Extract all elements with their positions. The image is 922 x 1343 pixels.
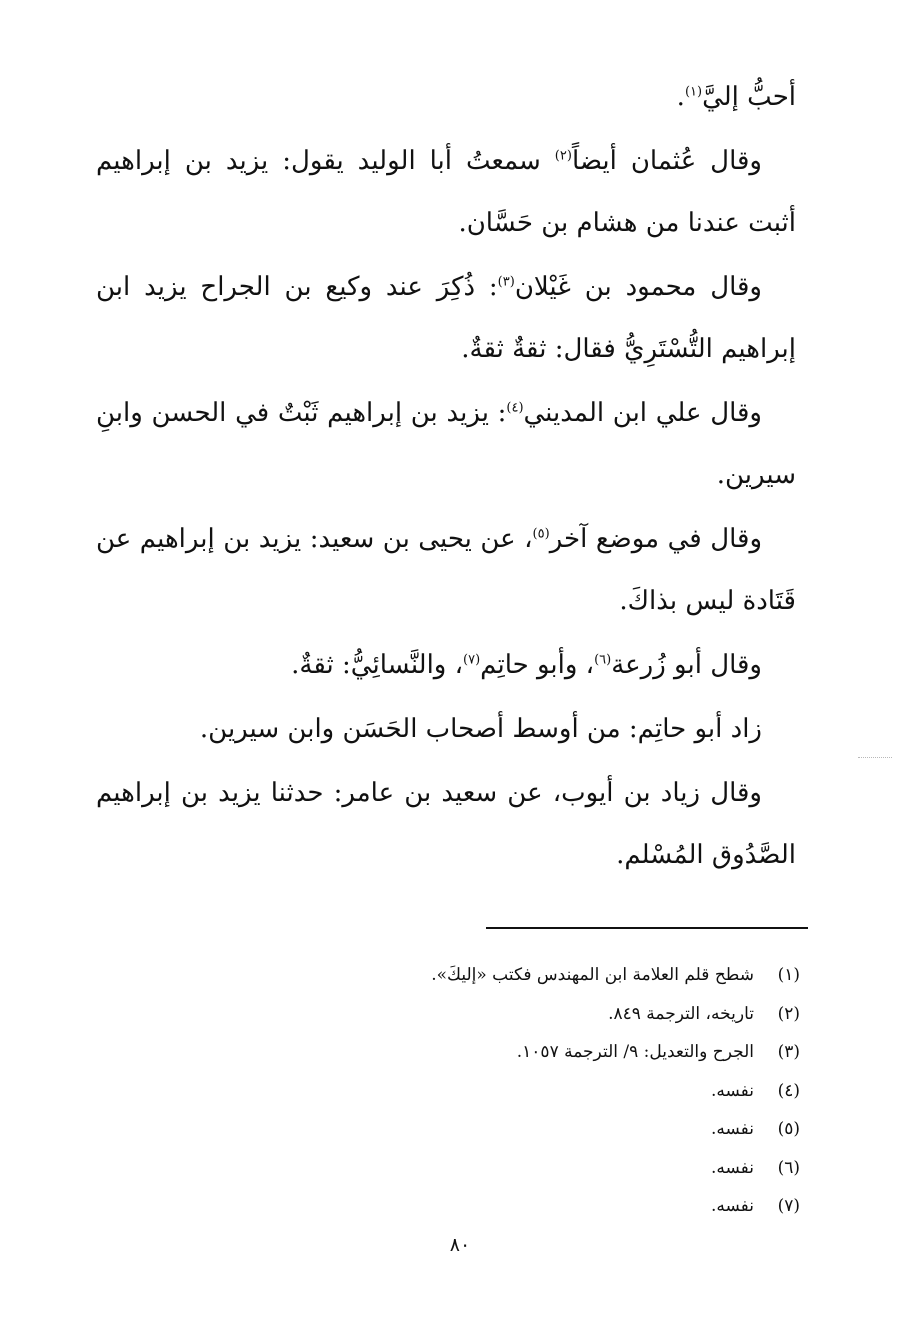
- footnote-separator: [486, 927, 808, 929]
- text-run: ، وأبو حاتِم: [480, 650, 595, 680]
- text-run: وقال محمود بن غَيْلان: [514, 272, 762, 302]
- main-text: [96, 66, 796, 888]
- footnote-text: نفسه.: [710, 1196, 754, 1216]
- footnote-number: (١): [777, 965, 800, 985]
- text-run: : ذُكِرَ عند وكيع بن الجراح يزيد ابن إبراهيم التُّسْتَرِيُّ فقال: ثقةٌ ثقةٌ.: [96, 272, 796, 364]
- text-run: أحبُّ إليَّ: [702, 82, 796, 112]
- text-run: وقال عُثمان أيضاً: [571, 146, 762, 176]
- paragraph: [96, 130, 796, 254]
- footnote-number: (٦): [777, 1157, 800, 1178]
- footnote-ref: (٧): [463, 652, 481, 668]
- text-run: وقال علي ابن المديني: [523, 398, 762, 428]
- footnote-number: (٥): [777, 1119, 800, 1139]
- footnote-text: الجرح والتعديل: ٩/ الترجمة ١٠٥٧.: [516, 1042, 754, 1062]
- footnote-ref: (٦): [594, 652, 612, 668]
- footnote: [300, 995, 800, 1034]
- footnote-number: (٧): [777, 1196, 800, 1216]
- paragraph: [96, 256, 796, 380]
- footnote-number: (٤): [777, 1080, 800, 1101]
- text-run: ، عن يحيى بن سعيد: يزيد بن إبراهيم عن قَتَادة ليس بذاكَ.: [96, 524, 796, 616]
- footnote: [300, 1149, 800, 1188]
- footnote-number: (٢): [777, 1003, 800, 1024]
- paragraph: [96, 762, 796, 886]
- footnote-text: نفسه.: [710, 1157, 754, 1178]
- footnote: [300, 1110, 800, 1149]
- scan-speck: [858, 757, 892, 758]
- text-run: .: [676, 82, 685, 112]
- text-run: سمعتُ أبا الوليد يقول: يزيد بن إبراهيم أثبت عندنا من هشام بن حَسَّان.: [96, 146, 796, 238]
- text-run: زاد أبو حاتِم: من أوسط أصحاب الحَسَن وابن سيرين.: [199, 714, 762, 744]
- paragraph: [96, 508, 796, 632]
- text-run: : يزيد بن إبراهيم ثَبْتٌ في الحسن وابنِ سيرين.: [96, 398, 796, 490]
- text-run: وقال في موضع آخر: [549, 524, 763, 554]
- text-run: ، والنَّسائِيُّ: ثقةٌ.: [291, 650, 464, 680]
- footnote-ref: (٢): [554, 148, 572, 164]
- paragraph: [96, 66, 796, 128]
- footnote-ref: (١): [684, 84, 703, 100]
- footnote-ref: (٥): [532, 526, 550, 542]
- text-run: وقال زياد بن أيوب، عن سعيد بن عامر: حدثنا يزيد بن إبراهيم الصَّدُوق المُسْلم.: [96, 778, 796, 870]
- page-number: ٨٠: [449, 1234, 471, 1256]
- footnote-text: تاريخه، الترجمة ٨٤٩.: [608, 1003, 754, 1024]
- paragraph: [96, 382, 796, 506]
- footnote: [300, 1033, 800, 1072]
- footnote: [300, 1187, 800, 1226]
- text-run: وقال أبو زُرعة: [611, 650, 762, 680]
- paragraph: [96, 698, 796, 760]
- footnote-text: شطح قلم العلامة ابن المهندس فكتب «إليكَ».: [431, 965, 754, 985]
- footnote-text: نفسه.: [710, 1080, 754, 1101]
- footnotes: [300, 956, 800, 1226]
- footnote-number: (٣): [777, 1042, 800, 1062]
- footnote: [300, 1072, 800, 1111]
- footnote: [300, 956, 800, 995]
- footnote-ref: (٣): [497, 274, 515, 290]
- footnote-ref: (٤): [506, 400, 524, 416]
- footnote-text: نفسه.: [710, 1119, 754, 1139]
- paragraph: [96, 634, 796, 696]
